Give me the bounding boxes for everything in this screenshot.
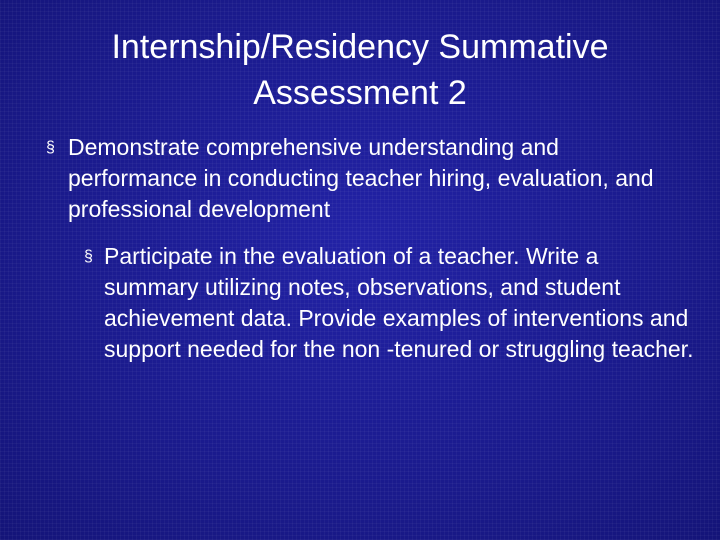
bullet-level-1 xyxy=(46,132,686,225)
sub-bullet-marker-icon: § xyxy=(84,248,93,265)
sub-bullet-text: Participate in the evaluation of a teacher. Write a summary utilizing notes, observations, and student achievement data. Provide examples of interventions and support needed for the non -tenured or struggling teacher. xyxy=(104,243,694,362)
bullet-level-2 xyxy=(84,241,694,365)
slide-title: Internship/Residency Summative Assessment 2 xyxy=(111,28,609,112)
bullet-marker-icon: § xyxy=(46,139,55,156)
bullet-text: Demonstrate comprehensive understanding and performance in conducting teacher hiring, evaluation, and professional development xyxy=(68,134,654,222)
